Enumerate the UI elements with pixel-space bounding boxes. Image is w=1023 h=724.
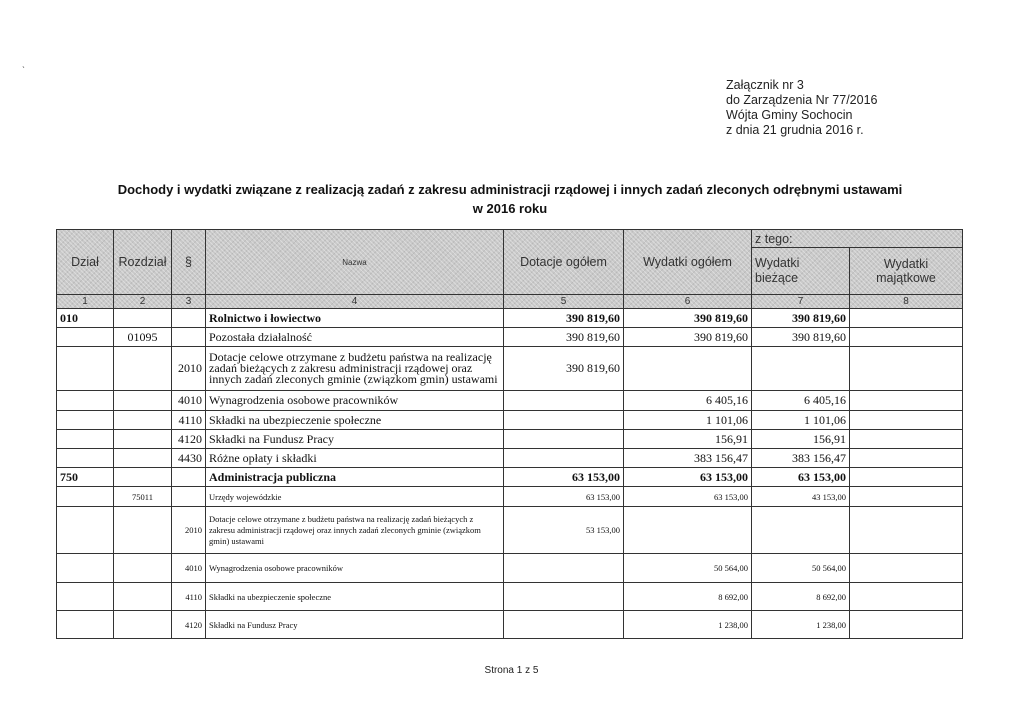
cell-majatkowe (850, 611, 963, 639)
cell-wydatki: 1 238,00 (624, 611, 752, 639)
cell-rozdzial (114, 611, 172, 639)
cell-wydatki: 50 564,00 (624, 554, 752, 583)
cell-majatkowe (850, 411, 963, 430)
col-number: 2 (114, 295, 172, 309)
cell-paragraf: 4430 (172, 449, 206, 468)
header-wydatki: Wydatki ogółem (624, 230, 752, 295)
col-number: 7 (752, 295, 850, 309)
cell-dotacje: 63 153,00 (504, 487, 624, 507)
cell-paragraf (172, 468, 206, 487)
cell-biezace: 6 405,16 (752, 391, 850, 411)
cell-biezace: 390 819,60 (752, 328, 850, 347)
cell-dotacje: 63 153,00 (504, 468, 624, 487)
header-nazwa: Nazwa (206, 230, 504, 295)
cell-rozdzial (114, 449, 172, 468)
table-row (57, 554, 963, 583)
cell-majatkowe (850, 449, 963, 468)
cell-dzial (57, 430, 114, 449)
cell-nazwa: Wynagrodzenia osobowe pracowników (206, 554, 504, 583)
cell-rozdzial (114, 411, 172, 430)
table-row (57, 347, 963, 391)
cell-wydatki: 63 153,00 (624, 468, 752, 487)
cell-nazwa: Urzędy wojewódzkie (206, 487, 504, 507)
table-row (57, 328, 963, 347)
cell-paragraf: 4120 (172, 611, 206, 639)
table-row (57, 507, 963, 554)
cell-paragraf: 4010 (172, 391, 206, 411)
document-title (60, 180, 960, 218)
cell-wydatki: 6 405,16 (624, 391, 752, 411)
cell-dzial (57, 391, 114, 411)
cell-nazwa: Różne opłaty i składki (206, 449, 504, 468)
header-biezace-line-1: Wydatki (755, 256, 800, 270)
cell-biezace: 8 692,00 (752, 583, 850, 611)
table-row (57, 611, 963, 639)
cell-biezace: 390 819,60 (752, 309, 850, 328)
cell-paragraf (172, 328, 206, 347)
cell-rozdzial: 01095 (114, 328, 172, 347)
cell-biezace: 383 156,47 (752, 449, 850, 468)
cell-dzial (57, 583, 114, 611)
title-line-2: w 2016 roku (472, 201, 548, 216)
cell-rozdzial (114, 391, 172, 411)
header-ztego: z tego: (752, 230, 963, 248)
cell-dzial (57, 328, 114, 347)
cell-wydatki: 383 156,47 (624, 449, 752, 468)
cell-dotacje (504, 611, 624, 639)
header-rozdzial: Rozdział (114, 230, 172, 295)
col-number: 6 (624, 295, 752, 309)
cell-paragraf: 4120 (172, 430, 206, 449)
col-number: 4 (206, 295, 504, 309)
page-number: Strona 1 z 5 (484, 665, 539, 676)
cell-paragraf: 2010 (172, 347, 206, 391)
cell-dzial: 750 (57, 468, 114, 487)
cell-paragraf: 4110 (172, 583, 206, 611)
cell-nazwa: Wynagrodzenia osobowe pracowników (206, 391, 504, 411)
attachment-line-3: Wójta Gminy Sochocin (726, 108, 853, 122)
cell-biezace: 156,91 (752, 430, 850, 449)
cell-dotacje (504, 583, 624, 611)
cell-biezace: 63 153,00 (752, 468, 850, 487)
table-row (57, 430, 963, 449)
cell-majatkowe (850, 430, 963, 449)
cell-rozdzial (114, 507, 172, 554)
title-line-1: Dochody i wydatki związane z realizacją zadań z zakresu administracji rządowej i innych zadań zleconych odrębnymi ustawami (117, 182, 903, 197)
cell-nazwa: Składki na Fundusz Pracy (206, 430, 504, 449)
cell-nazwa: Składki na ubezpieczenie społeczne (206, 411, 504, 430)
cell-rozdzial (114, 468, 172, 487)
header-paragraf: § (172, 230, 206, 295)
cell-wydatki (624, 507, 752, 554)
cell-paragraf: 2010 (172, 507, 206, 554)
cell-biezace: 1 101,06 (752, 411, 850, 430)
header-dotacje: Dotacje ogółem (504, 230, 624, 295)
table-row (57, 411, 963, 430)
cell-dotacje (504, 430, 624, 449)
cell-rozdzial: 75011 (114, 487, 172, 507)
cell-dzial (57, 507, 114, 554)
cell-majatkowe (850, 507, 963, 554)
cell-nazwa: Składki na Fundusz Pracy (206, 611, 504, 639)
attachment-line-4: z dnia 21 grudnia 2016 r. (726, 123, 864, 137)
cell-rozdzial (114, 554, 172, 583)
cell-rozdzial (114, 309, 172, 328)
table-row (57, 391, 963, 411)
col-number: 8 (850, 295, 963, 309)
cell-rozdzial (114, 430, 172, 449)
header-biezace-line-2: bieżące (755, 271, 799, 285)
attachment-note (726, 78, 877, 138)
scan-speck: ˎ (22, 58, 26, 69)
cell-dotacje (504, 554, 624, 583)
cell-dotacje: 53 153,00 (504, 507, 624, 554)
cell-dzial (57, 487, 114, 507)
budget-table (56, 229, 963, 639)
header-dzial: Dział (57, 230, 114, 295)
cell-biezace: 1 238,00 (752, 611, 850, 639)
cell-nazwa: Dotacje celowe otrzymane z budżetu państwa na realizację zadań bieżących z zakresu administracji rządowej oraz innych zadań zleconych gminie (związkom gmin) ustawami (206, 507, 504, 554)
cell-wydatki: 8 692,00 (624, 583, 752, 611)
attachment-line-1: Załącznik nr 3 (726, 78, 804, 92)
cell-majatkowe (850, 468, 963, 487)
cell-biezace (752, 507, 850, 554)
header-majatkowe: Wydatki majątkowe (850, 248, 963, 295)
cell-wydatki (624, 347, 752, 391)
cell-dotacje (504, 391, 624, 411)
cell-nazwa: Dotacje celowe otrzymane z budżetu państwa na realizację zadań bieżących z zakresu administracji rządowej oraz innych zadań zleconych gminie (związkom gmin) ustawami (206, 347, 504, 391)
cell-rozdzial (114, 583, 172, 611)
table-row (57, 583, 963, 611)
cell-majatkowe (850, 583, 963, 611)
cell-nazwa: Pozostała działalność (206, 328, 504, 347)
cell-dotacje: 390 819,60 (504, 309, 624, 328)
cell-dotacje (504, 449, 624, 468)
cell-dzial (57, 611, 114, 639)
cell-wydatki: 390 819,60 (624, 309, 752, 328)
table-row (57, 468, 963, 487)
cell-rozdzial (114, 347, 172, 391)
cell-nazwa: Administracja publiczna (206, 468, 504, 487)
table-row (57, 309, 963, 328)
cell-wydatki: 1 101,06 (624, 411, 752, 430)
cell-paragraf: 4110 (172, 411, 206, 430)
cell-biezace: 43 153,00 (752, 487, 850, 507)
cell-dotacje: 390 819,60 (504, 347, 624, 391)
cell-majatkowe (850, 309, 963, 328)
cell-dzial (57, 554, 114, 583)
col-number: 1 (57, 295, 114, 309)
cell-wydatki: 63 153,00 (624, 487, 752, 507)
cell-wydatki: 156,91 (624, 430, 752, 449)
table-row (57, 449, 963, 468)
header-biezace (752, 248, 850, 295)
cell-majatkowe (850, 487, 963, 507)
attachment-line-2: do Zarządzenia Nr 77/2016 (726, 93, 878, 107)
col-number: 5 (504, 295, 624, 309)
cell-nazwa: Składki na ubezpieczenie społeczne (206, 583, 504, 611)
cell-majatkowe (850, 391, 963, 411)
cell-biezace: 50 564,00 (752, 554, 850, 583)
cell-paragraf (172, 487, 206, 507)
cell-paragraf (172, 309, 206, 328)
table-row (57, 487, 963, 507)
cell-dzial (57, 411, 114, 430)
cell-biezace (752, 347, 850, 391)
cell-majatkowe (850, 328, 963, 347)
cell-dotacje (504, 411, 624, 430)
cell-majatkowe (850, 347, 963, 391)
cell-dzial (57, 449, 114, 468)
cell-majatkowe (850, 554, 963, 583)
cell-dotacje: 390 819,60 (504, 328, 624, 347)
cell-dzial: 010 (57, 309, 114, 328)
cell-dzial (57, 347, 114, 391)
cell-paragraf: 4010 (172, 554, 206, 583)
col-number: 3 (172, 295, 206, 309)
cell-wydatki: 390 819,60 (624, 328, 752, 347)
cell-nazwa: Rolnictwo i łowiectwo (206, 309, 504, 328)
